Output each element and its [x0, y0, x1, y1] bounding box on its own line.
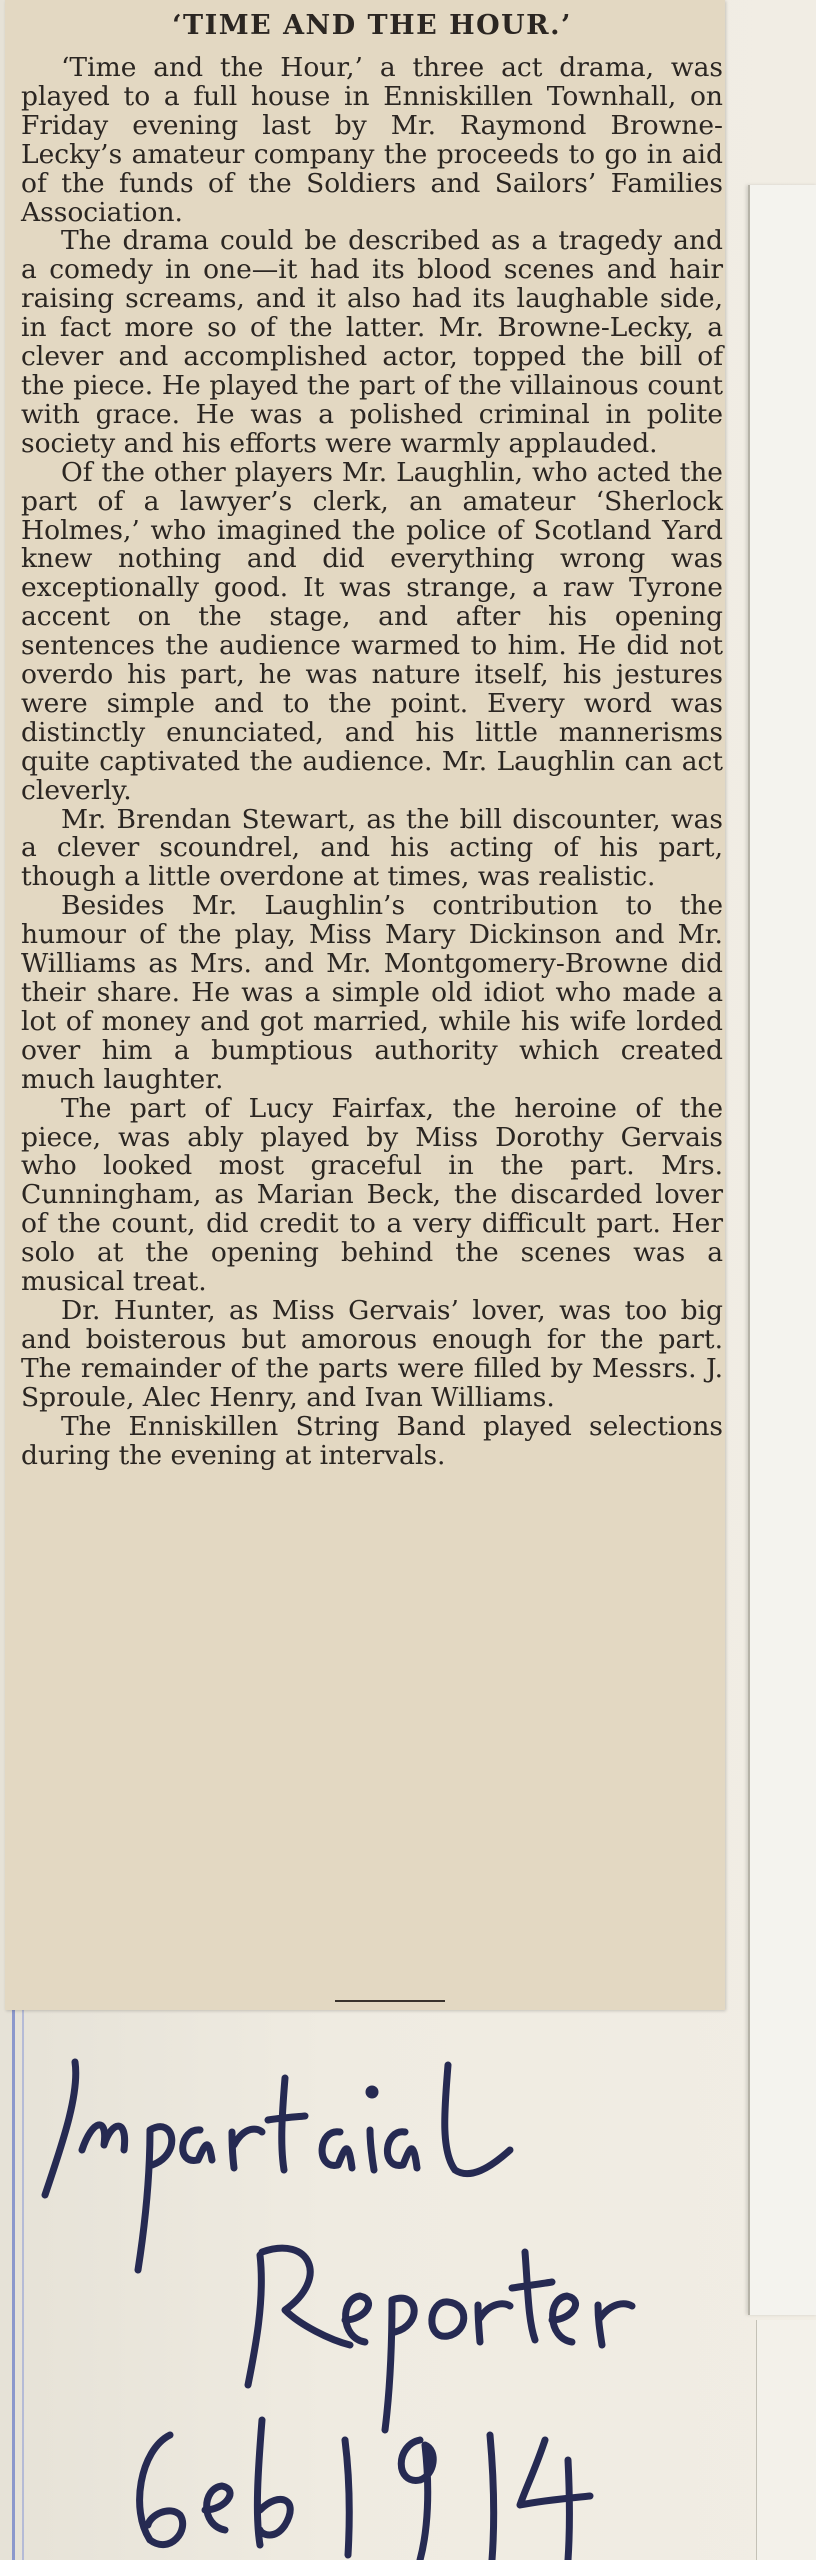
article-title: ‘TIME AND THE HOUR.’	[172, 10, 572, 41]
article-paragraph: The Enniskillen String Band played selections during the evening at intervals.	[21, 1410, 723, 1471]
adjacent-page-edge	[748, 185, 816, 2315]
handwriting-line2	[248, 2248, 632, 2430]
article-paragraph: ‘Time and the Hour,’ a three act drama, was played to a full house in Enniskillen Townhall, on Friday evening last by Mr. Raymond Browne-Lecky’s amateur company the proceeds to go in aid of the funds of the Soldiers and Sailors’ Families Association.	[21, 52, 723, 228]
article-paragraph: Dr. Hunter, as Miss Gervais’ lover, was too big and boisterous but amorous enough for the part. The remainder of the parts were filled by Messrs. J. Sproule, Alec Henry, and Ivan Williams.	[21, 1294, 723, 1413]
handwriting-line3	[140, 2420, 590, 2560]
handwriting-drawing	[0, 2020, 750, 2560]
article-paragraph: The part of Lucy Fairfax, the heroine of the piece, was ably played by Miss Dorothy Gervais who looked most graceful in the part. Mrs. Cunningham, as Marian Beck, the discarded lover of the count, did credit to a very difficult part. Her solo at the opening behind the scenes was a musical treat.	[21, 1092, 723, 1298]
adjacent-page-edge-lower	[756, 2320, 816, 2560]
handwriting-line1	[45, 2062, 510, 2270]
newspaper-clipping	[5, 0, 725, 2010]
handwritten-source-note	[0, 2020, 750, 2560]
article-paragraph: Besides Mr. Laughlin’s contribution to the humour of the play, Miss Mary Dickinson and Mr. Williams as Mrs. and Mr. Montgomery-Browne did their share. He was a simple old idiot who made a lot of money and got married, while his wife lorded over him a bumptious authority which created much laughter.	[21, 890, 723, 1095]
article-paragraph: The drama could be described as a tragedy and a comedy in one—it had its blood scenes and hair raising screams, and it also had its laughable side, in fact more so of the latter. Mr. Browne-Lecky, a clever and accomplished actor, topped the bill of the piece. He played the part of the villainous count with grace. He was a polished criminal in polite society and his efforts were warmly applauded.	[21, 225, 723, 459]
article-body	[21, 6, 723, 1470]
article-paragraph: Mr. Brendan Stewart, as the bill discounter, was a clever scoundrel, and his acting of his part, though a little overdone at times, was realistic.	[21, 803, 723, 893]
article-paragraph: Of the other players Mr. Laughlin, who acted the part of a lawyer’s clerk, an amateur ‘Sherlock Holmes,’ who imagined the police of Scotland Yard knew nothing and did everything wrong was exceptionally good. It was strange, a raw Tyrone accent on the stage, and after his opening sentences the audience warmed to him. He did not overdo his part, he was nature itself, his jestures were simple and to the point. Every word was distinctly enunciated, and his little mannerisms quite captivated the audience. Mr. Laughlin can act cleverly.	[21, 456, 723, 806]
end-rule	[335, 2000, 445, 2002]
